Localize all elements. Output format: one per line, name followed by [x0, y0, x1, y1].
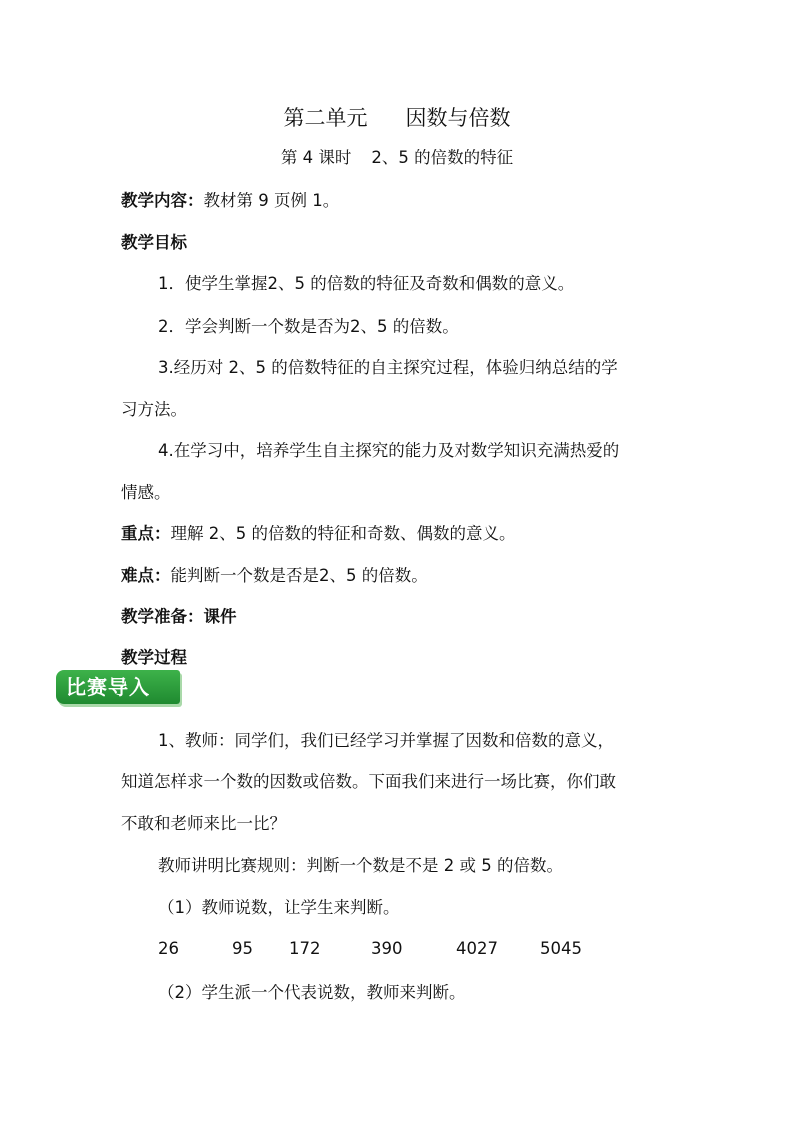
key-point-label: 重点： — [121, 524, 171, 543]
lesson-label: 第 4 课时 — [280, 148, 352, 167]
content-line — [121, 190, 339, 212]
step-1-line: （1）教师说数，让学生来判断。 — [158, 898, 400, 917]
difficulty-line — [121, 565, 428, 587]
objective-item-continued: 习方法。 — [121, 400, 187, 419]
section-badge-label: 比赛导入 — [66, 675, 150, 699]
objective-item-continued: 情感。 — [121, 483, 171, 502]
objective-item: 3.经历对 2、5 的倍数特征的自主探究过程，体验归纳总结的学 — [158, 358, 618, 377]
unit-label: 第二单元 — [283, 106, 368, 130]
paragraph-line: 1、教师：同学们，我们已经学习并掌握了因数和倍数的意义， — [158, 731, 614, 750]
content-text: 教材第 9 页例 1。 — [203, 191, 340, 210]
objective-item: 4.在学习中，培养学生自主探究的能力及对数学知识充满热爱的 — [158, 441, 620, 460]
number-list — [158, 938, 638, 960]
step-2-line: （2）学生派一个代表说数，教师来判断。 — [158, 983, 466, 1002]
preparation-label: 教学准备： — [121, 607, 204, 626]
content-label: 教学内容： — [121, 191, 204, 210]
objective-item: 2．学会判断一个数是否为2、5 的倍数。 — [158, 317, 459, 336]
process-heading: 教学过程 — [121, 648, 187, 667]
unit-title — [0, 104, 794, 132]
key-point-text: 理解 2、5 的倍数的特征和奇数、偶数的意义。 — [170, 524, 516, 543]
paragraph-line: 不敢和老师来比一比？ — [121, 814, 286, 833]
number-item: 172 — [289, 939, 321, 958]
preparation-text: 课件 — [203, 607, 237, 626]
difficulty-text: 能判断一个数是否是2、5 的倍数。 — [170, 566, 428, 585]
objective-item: 1．使学生掌握2、5 的倍数的特征及奇数和偶数的意义。 — [158, 274, 575, 293]
number-item: 5045 — [540, 939, 582, 958]
key-point-line — [121, 523, 516, 545]
number-item: 4027 — [456, 939, 498, 958]
objectives-heading: 教学目标 — [121, 233, 187, 252]
number-item: 26 — [158, 939, 179, 958]
lesson-title — [0, 147, 794, 169]
paragraph-line: 知道怎样求一个数的因数或倍数。下面我们来进行一场比赛，你们敢 — [121, 772, 616, 791]
number-item: 95 — [232, 939, 253, 958]
lesson-name: 2、5 的倍数的特征 — [371, 148, 514, 167]
preparation-line — [121, 606, 237, 628]
section-badge — [56, 670, 180, 704]
unit-name: 因数与倍数 — [405, 106, 511, 130]
difficulty-label: 难点： — [121, 566, 171, 585]
number-item: 390 — [371, 939, 403, 958]
rules-line: 教师讲明比赛规则：判断一个数是不是 2 或 5 的倍数。 — [158, 856, 563, 875]
